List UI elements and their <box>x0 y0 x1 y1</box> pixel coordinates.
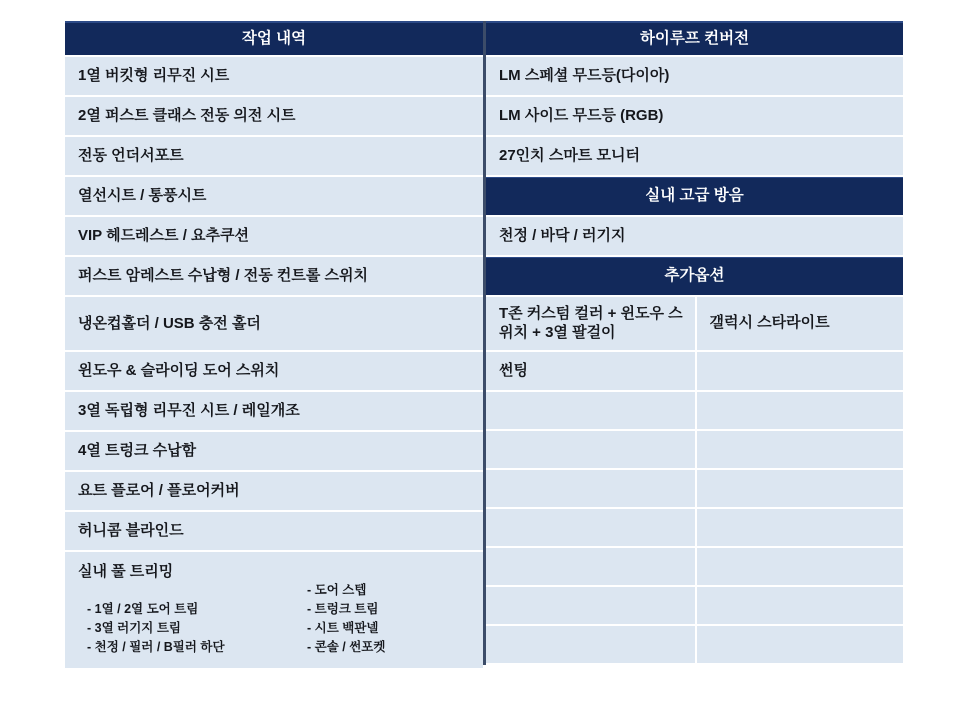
option-cell: 썬팅 <box>486 352 695 392</box>
work-item-row: 3열 독립형 리무진 시트 / 레일개조 <box>65 392 483 432</box>
work-item-row: 퍼스트 암레스트 수납형 / 전동 컨트롤 스위치 <box>65 257 483 297</box>
work-details-column <box>65 21 483 665</box>
trim-list-b <box>298 581 385 657</box>
work-item-row: 윈도우 & 슬라이딩 도어 스위치 <box>65 352 483 392</box>
soundproof-header: 실내 고급 방음 <box>486 177 903 217</box>
options-column <box>483 21 903 665</box>
option-cell <box>486 509 695 548</box>
work-item-row: 4열 트렁크 수납함 <box>65 432 483 472</box>
extra-options-header: 추가옵션 <box>486 257 903 297</box>
trim-list-a <box>78 600 298 657</box>
interior-trim-row <box>65 552 483 670</box>
option-row <box>486 509 903 548</box>
option-cell <box>695 548 904 587</box>
option-row <box>486 352 903 392</box>
option-cell <box>486 626 695 665</box>
work-item-row: 냉온컵홀더 / USB 충전 홀더 <box>65 297 483 352</box>
option-cell <box>486 431 695 470</box>
option-cell <box>486 392 695 431</box>
option-cell: 갤럭시 스타라이트 <box>695 297 904 352</box>
highroof-item-row: 27인치 스마트 모니터 <box>486 137 903 177</box>
highroof-item-row: LM 사이드 무드등 (RGB) <box>486 97 903 137</box>
work-item-row: 열선시트 / 통풍시트 <box>65 177 483 217</box>
work-item-row: 1열 버킷형 리무진 시트 <box>65 57 483 97</box>
work-options-table <box>65 21 903 665</box>
work-item-row: 전동 언더서포트 <box>65 137 483 177</box>
option-row <box>486 626 903 665</box>
option-cell <box>486 470 695 509</box>
option-row <box>486 392 903 431</box>
interior-trim-lists <box>78 581 475 660</box>
option-row <box>486 587 903 626</box>
work-item-row: VIP 헤드레스트 / 요추쿠션 <box>65 217 483 257</box>
soundproof-item-row: 천정 / 바닥 / 러기지 <box>486 217 903 257</box>
highroof-item-row: LM 스페셜 무드등(다이아) <box>486 57 903 97</box>
trim-item: - 3열 러기지 트림 <box>87 621 181 635</box>
option-cell <box>695 470 904 509</box>
option-row <box>486 297 903 352</box>
work-item-row: 허니콤 블라인드 <box>65 512 483 552</box>
option-cell <box>695 392 904 431</box>
option-cell <box>486 548 695 587</box>
trim-item: - 천정 / 필러 / B필러 하단 <box>87 640 225 654</box>
option-cell <box>695 587 904 626</box>
option-cell <box>695 352 904 392</box>
option-cell <box>695 626 904 665</box>
trim-item: - 도어 스텝 <box>307 583 367 597</box>
option-cell <box>486 587 695 626</box>
option-cell <box>695 509 904 548</box>
option-row <box>486 431 903 470</box>
option-row <box>486 548 903 587</box>
interior-trim-title: 실내 풀 트리밍 <box>78 563 174 580</box>
work-item-row: 요트 플로어 / 플로어커버 <box>65 472 483 512</box>
trim-item: - 트렁크 트림 <box>307 602 379 616</box>
trim-item: - 콘솔 / 썬포켓 <box>307 640 386 654</box>
option-cell <box>695 431 904 470</box>
work-details-header: 작업 내역 <box>65 21 483 57</box>
option-row <box>486 470 903 509</box>
highroof-conversion-header: 하이루프 컨버전 <box>486 21 903 57</box>
work-item-row: 2열 퍼스트 클래스 전동 의전 시트 <box>65 97 483 137</box>
option-cell: T존 커스텀 컬러 + 윈도우 스위치 + 3열 팔걸이 <box>486 297 695 352</box>
trim-item: - 시트 백판넬 <box>307 621 379 635</box>
trim-item: - 1열 / 2열 도어 트림 <box>87 602 199 616</box>
